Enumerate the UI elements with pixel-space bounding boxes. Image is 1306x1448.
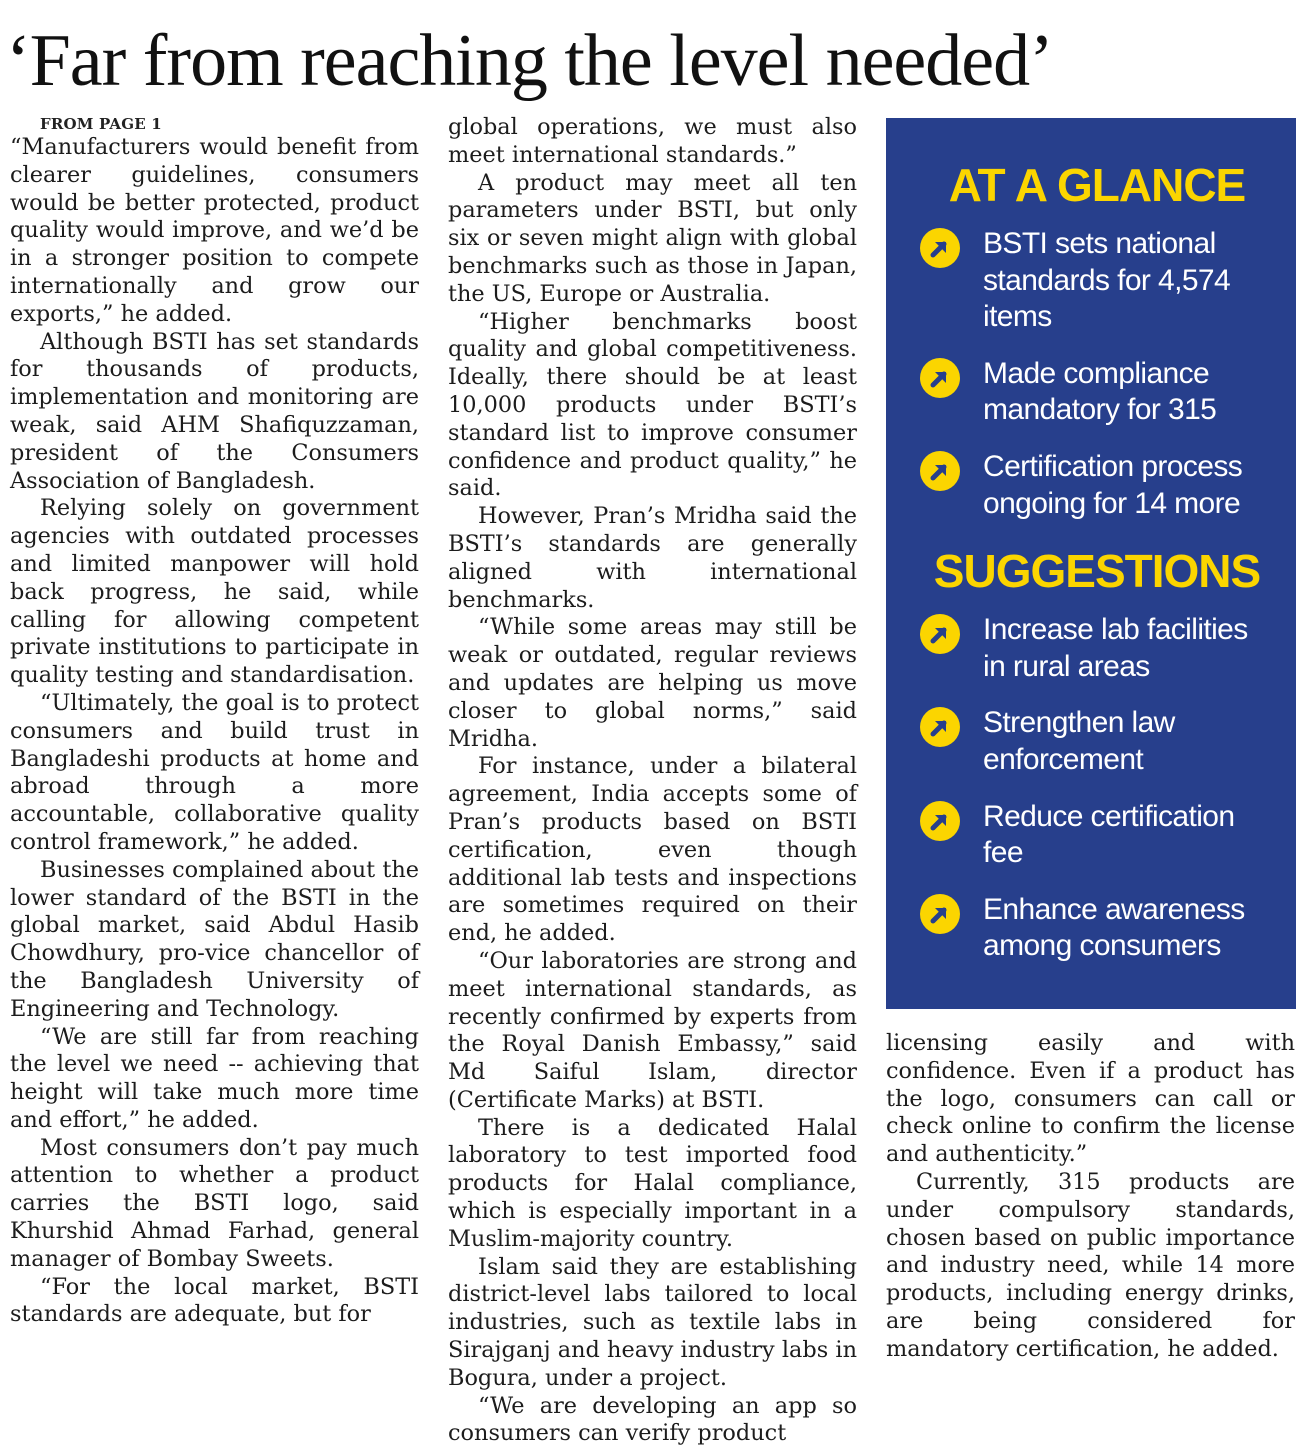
glance-list xyxy=(920,226,1274,522)
paragraph: “Manufacturers would benefit from clearer guidelines, consumers would be better protected, product quality would improve, and we’d be in a stronger position to compete internationally and grow our exports,” he added. xyxy=(10,134,419,327)
paragraph: “We are still far from reaching the level we need -- achieving that height will take much more time and effort,” he added. xyxy=(10,1023,419,1133)
suggestion-item-text: Increase lab facilities in rural areas xyxy=(983,613,1248,683)
arrow-up-right-circle-icon xyxy=(920,801,960,841)
arrow-up-right-circle-icon xyxy=(920,228,960,268)
article-column-1 xyxy=(10,114,419,1329)
at-a-glance-panel xyxy=(886,118,1296,1009)
arrow-up-right-circle-icon xyxy=(920,451,960,491)
paragraph: licensing easily and with confidence. Even if a product has the logo, consumers can call or check online to confirm the license and authenticity.” xyxy=(886,1030,1295,1168)
kicker-from-page-1: FROM PAGE 1 xyxy=(40,115,162,133)
paragraph: For instance, under a bilateral agreement, India accepts some of Pran’s products based on BSTI certification, even though additional lab tests and inspections are sometimes required on their end, he added. xyxy=(448,753,857,947)
arrow-up-right-circle-icon xyxy=(920,707,960,747)
suggestion-item xyxy=(920,612,1274,685)
paragraph: A product may meet all ten parameters under BSTI, but only six or seven might align with global benchmarks such as those in Japan, the US, Europe or Australia. xyxy=(448,169,857,307)
paragraph: global operations, we must also meet international standards.” xyxy=(448,114,857,168)
paragraph: Relying solely on government agencies with outdated processes and limited manpower will hold back progress, he said, while calling for allowing competent private institutions to participate in quality testing and standardisation. xyxy=(10,495,419,689)
suggestion-item xyxy=(920,892,1274,965)
glance-item xyxy=(920,356,1274,429)
arrow-up-right-circle-icon xyxy=(920,614,960,654)
article-column-3 xyxy=(886,1030,1295,1364)
paragraph: Islam said they are establishing district-level labs tailored to local industries, such as textile labs in Sirajganj and heavy industry labs in Bogura, under a project. xyxy=(448,1253,857,1391)
suggestion-item-text: Strengthen law enforcement xyxy=(983,706,1175,776)
glance-item-text: Certification process ongoing for 14 more xyxy=(983,449,1243,520)
suggestions-title: SUGGESTIONS xyxy=(933,545,1261,598)
paragraph: Businesses complained about the lower standard of the BSTI in the global market, said Abdul Hasib Chowdhury, pro-vice chancellor of the Bangladesh University of Engineering and Technology. xyxy=(10,856,419,1022)
arrow-up-right-circle-icon xyxy=(920,894,960,934)
paragraph: “Ultimately, the goal is to protect consumers and build trust in Bangladeshi products at home and abroad through a more accountable, collaborative quality control framework,” he added. xyxy=(10,689,419,855)
glance-item xyxy=(920,449,1274,522)
paragraph: “While some areas may still be weak or outdated, regular reviews and updates are helping us move closer to global norms,” said Mridha. xyxy=(448,614,857,752)
suggestion-item-text: Reduce certification fee xyxy=(983,799,1235,870)
headline: ‘Far from reaching the level needed’ xyxy=(6,20,1053,102)
article-column-2 xyxy=(448,114,857,1448)
suggestion-item-text: Enhance awareness among consumers xyxy=(983,892,1245,963)
paragraph: However, Pran’s Mridha said the BSTI’s standards are generally aligned with international benchmarks. xyxy=(448,503,857,613)
paragraph: Most consumers don’t pay much attention to whether a product carries the BSTI logo, said Khurshid Ahmad Farhad, general manager of Bombay Sweets. xyxy=(10,1134,419,1272)
glance-item-text: Made compliance mandatory for 315 xyxy=(983,356,1217,427)
arrow-up-right-circle-icon xyxy=(920,358,960,398)
paragraph: “We are developing an app so consumers can verify product xyxy=(448,1392,857,1447)
paragraph: “For the local market, BSTI standards are adequate, but for xyxy=(10,1273,419,1328)
paragraph: “Higher benchmarks boost quality and global competitiveness. Ideally, there should be at least 10,000 products under BSTI’s standard list to improve consumer confidence and product quality,” he said. xyxy=(448,308,857,502)
suggestion-item xyxy=(920,705,1274,778)
glance-item-text: BSTI sets national standards for 4,574 items xyxy=(983,227,1231,334)
paragraph: “Our laboratories are strong and meet international standards, as recently confirmed by experts from the Royal Danish Embassy,” said Md Saiful Islam, director (Certificate Marks) at BSTI. xyxy=(448,947,857,1113)
glance-item xyxy=(920,226,1274,336)
paragraph: Currently, 315 products are under compulsory standards, chosen based on public importance and industry need, while 14 more products, including energy drinks, are being considered for mandatory certification, he added. xyxy=(886,1168,1295,1362)
suggestions-list xyxy=(920,612,1274,965)
paragraph: There is a dedicated Halal laboratory to test imported food products for Halal compliance, which is especially important in a Muslim-majority country. xyxy=(448,1114,857,1252)
suggestion-item xyxy=(920,799,1274,872)
at-a-glance-title: AT A GLANCE xyxy=(948,159,1246,211)
paragraph: Although BSTI has set standards for thousands of products, implementation and monitoring are weak, said AHM Shafiquzzaman, president of the Consumers Association of Bangladesh. xyxy=(10,328,419,494)
